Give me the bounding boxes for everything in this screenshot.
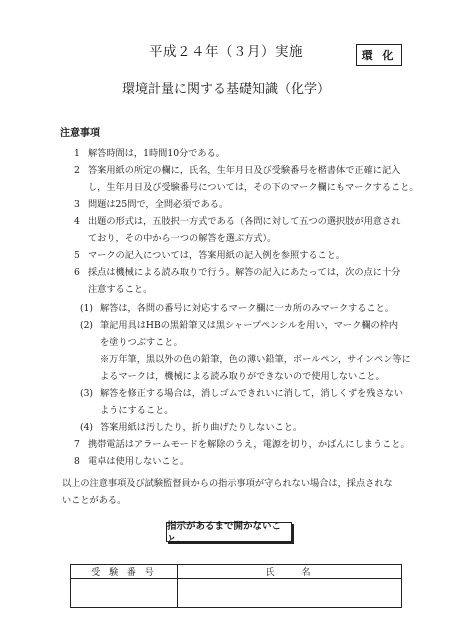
note-number: 2 [74, 165, 80, 176]
note-text: を塗りつぶすこと。 [100, 337, 183, 348]
note-number: 8 [74, 456, 80, 467]
note-text: 答案用紙の所定の欄に，氏名，生年月日及び受験番号を楷書体で正確に記入 [88, 165, 401, 176]
subject-badge: 環 化 [356, 44, 402, 66]
note-text: 問題は25問で，全問必須である。 [88, 199, 229, 210]
note-text: 採点は機械による読み取りで行う。解答の記入にあたっては，次の点に十分 [88, 267, 401, 278]
note-number: 4 [74, 216, 80, 227]
note-number: 5 [74, 250, 80, 261]
note-text: 解答時間は，1時間10分である。 [88, 148, 225, 159]
examinee-id-table [70, 564, 402, 608]
note-text: ※万年筆，黒以外の色の鉛筆，色の薄い鉛筆，ボールペン，サインペン等に [100, 354, 411, 365]
note-text: し，生年月日及び受験番号については，その下のマーク欄にもマークすること。 [88, 182, 419, 193]
note-number: 7 [74, 439, 80, 450]
name-field[interactable] [178, 579, 402, 608]
note-text: 解答を修正する場合は，消しゴムできれいに消して，消しくずを残さない [100, 388, 404, 399]
notes-heading: 注意事項 [60, 128, 100, 139]
note-number: (3) [80, 388, 94, 399]
note-number: 3 [74, 199, 80, 210]
note-text: ようにすること。 [100, 405, 174, 416]
note-text: 携帯電話はアラームモードを解除のうえ，電源を切り，かばんにしまうこと。 [88, 439, 410, 450]
note-text: 注意すること。 [88, 284, 153, 295]
note-number: 6 [74, 267, 80, 278]
exam-number-header: 受 験 番 号 [71, 565, 178, 579]
note-number: (4) [80, 422, 94, 433]
name-header: 氏 名 [178, 565, 402, 579]
exam-date: 平成２４年（３月）実施 [149, 44, 303, 60]
note-text: 解答は，各問の番号に対応するマーク欄に一カ所のみマークすること。 [100, 303, 394, 314]
note-text: 筆記用具はHBの黒鉛筆又は黒シャープペンシルを用い，マーク欄の枠内 [100, 320, 399, 331]
exam-title: 環境計量に関する基礎知識（化学） [121, 82, 330, 97]
footer-note-line-1: 以上の注意事項及び試験監督員からの指示事項が守られない場合は，採点されな [62, 478, 393, 489]
note-text: 出題の形式は，五肢択一方式である（各問に対して五つの選択肢が用意され [88, 216, 401, 227]
note-text: 電卓は使用しないこと。 [88, 456, 190, 467]
note-text: マークの記入については，答案用紙の記入例を参照すること。 [88, 250, 346, 261]
exam-number-field[interactable] [71, 579, 178, 608]
note-text: よるマークは，機械による読み取りができないので使用しないこと。 [100, 371, 385, 382]
note-text: ており，その中から一つの解答を選ぶ方式）。 [88, 233, 277, 244]
note-number: 1 [74, 148, 80, 159]
wait-notice: 指示があるまで開かないこと。 [166, 522, 292, 542]
note-text: 答案用紙は汚したり，折り曲げたりしないこと。 [100, 422, 303, 433]
note-number: (1) [80, 303, 94, 314]
note-number: (2) [80, 320, 94, 331]
footer-note-line-2: いことがある。 [62, 495, 127, 506]
